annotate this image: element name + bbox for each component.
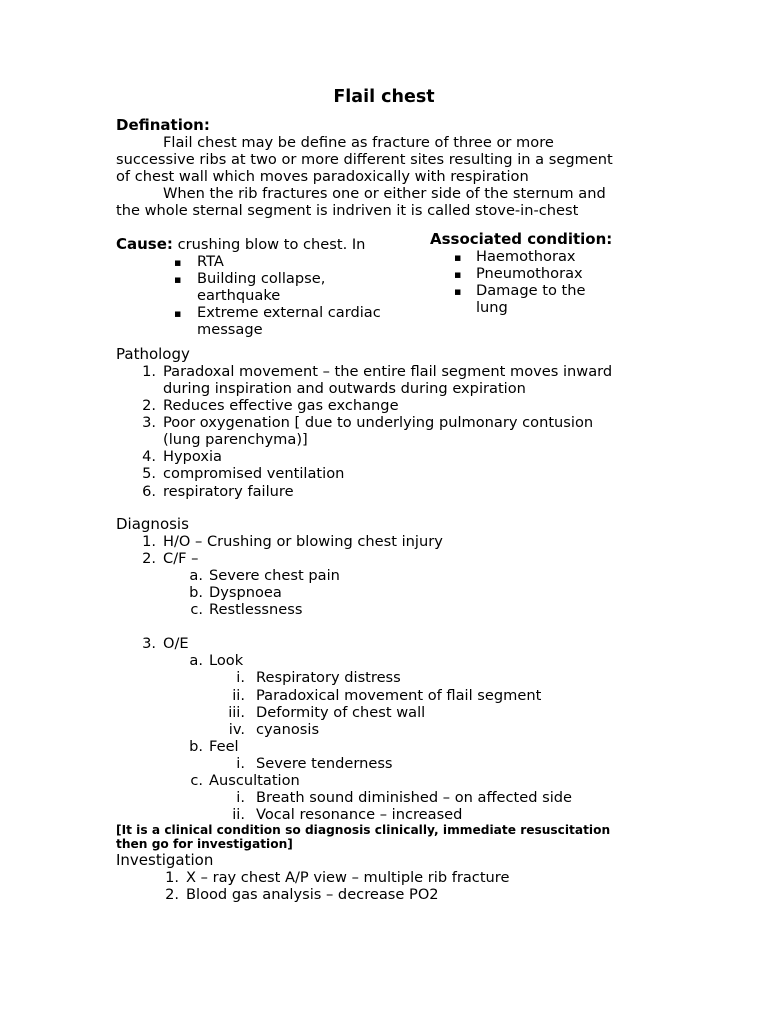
cause-intro: crushing blow to chest. In (177, 236, 366, 253)
list-roman: i. (236, 789, 245, 806)
list-letter: c. (190, 772, 203, 789)
diagnosis-item: H/O – Crushing or blowing chest injury (163, 533, 443, 550)
diagnosis-subsubitem: cyanosis (256, 721, 320, 738)
definition-heading: Defination: (116, 116, 210, 134)
list-number: 2. (165, 886, 179, 903)
cause-heading: Cause: (116, 235, 173, 253)
bullet-icon: ▪ (174, 256, 182, 269)
diagnosis-note: [It is a clinical condition so diagnosis clinically, immediate resuscitation (116, 823, 611, 837)
list-number: 3. (142, 635, 156, 652)
pathology-item: Paradoxal movement – the entire flail segment moves inward (163, 363, 613, 380)
diagnosis-subitem: Restlessness (209, 601, 303, 618)
list-letter: b. (189, 738, 203, 755)
list-letter: c. (190, 601, 203, 618)
pathology-item-cont: (lung parenchyma)] (163, 431, 308, 448)
list-roman: i. (236, 755, 245, 772)
list-letter: b. (189, 584, 203, 601)
associated-heading: Associated condition: (430, 230, 613, 248)
definition-line: Flail chest may be define as fracture of three or more (163, 134, 554, 151)
list-number: 4. (142, 448, 156, 465)
investigation-item: Blood gas analysis – decrease PO2 (186, 886, 439, 903)
list-roman: iv. (228, 721, 245, 738)
diagnosis-note: then go for investigation] (116, 837, 293, 851)
diagnosis-subitem: Feel (209, 738, 239, 755)
pathology-item-cont: during inspiration and outwards during expiration (163, 380, 526, 397)
pathology-item: compromised ventilation (163, 465, 345, 482)
list-number: 2. (142, 550, 156, 567)
list-letter: a. (189, 652, 203, 669)
pathology-heading: Pathology (116, 345, 190, 363)
list-roman: iii. (228, 704, 245, 721)
associated-item: Haemothorax (476, 248, 576, 265)
pathology-item: Reduces effective gas exchange (163, 397, 399, 414)
page-title: Flail chest (333, 87, 435, 107)
pathology-item: respiratory failure (163, 483, 294, 500)
definition-line: successive ribs at two or more different sites resulting in a segment (116, 151, 613, 168)
list-roman: i. (236, 669, 245, 686)
list-number: 6. (142, 483, 156, 500)
associated-item-cont: lung (476, 299, 508, 316)
diagnosis-subsubitem: Severe tenderness (256, 755, 393, 772)
diagnosis-item: C/F – (163, 550, 199, 567)
definition-line: the whole sternal segment is indriven it is called stove-in-chest (116, 202, 579, 219)
cause-item: RTA (197, 253, 224, 270)
list-roman: ii. (232, 687, 245, 704)
diagnosis-subitem: Dyspnoea (209, 584, 282, 601)
cause-item-cont: message (197, 321, 263, 338)
diagnosis-item: O/E (163, 635, 189, 652)
cause-line (116, 236, 365, 253)
associated-item: Pneumothorax (476, 265, 583, 282)
investigation-heading: Investigation (116, 851, 214, 869)
pathology-item: Hypoxia (163, 448, 222, 465)
diagnosis-subitem: Severe chest pain (209, 567, 340, 584)
pathology-item: Poor oxygenation [ due to underlying pulmonary contusion (163, 414, 594, 431)
diagnosis-subsubitem: Respiratory distress (256, 669, 401, 686)
diagnosis-heading: Diagnosis (116, 515, 189, 533)
list-number: 3. (142, 414, 156, 431)
diagnosis-subsubitem: Deformity of chest wall (256, 704, 426, 721)
bullet-icon: ▪ (174, 273, 182, 286)
diagnosis-subsubitem: Breath sound diminished – on affected side (256, 789, 573, 806)
list-number: 1. (142, 533, 156, 550)
associated-item: Damage to the (476, 282, 586, 299)
bullet-icon: ▪ (174, 307, 182, 320)
list-number: 1. (142, 363, 156, 380)
definition-line: When the rib fractures one or either side of the sternum and (163, 185, 606, 202)
cause-item: Building collapse, (197, 270, 326, 287)
diagnosis-subsubitem: Vocal resonance – increased (256, 806, 463, 823)
list-roman: ii. (232, 806, 245, 823)
diagnosis-subsubitem: Paradoxical movement of flail segment (256, 687, 542, 704)
list-number: 5. (142, 465, 156, 482)
cause-item: Extreme external cardiac (197, 304, 381, 321)
diagnosis-subitem: Look (209, 652, 244, 669)
list-letter: a. (189, 567, 203, 584)
bullet-icon: ▪ (454, 285, 462, 298)
diagnosis-subitem: Auscultation (209, 772, 300, 789)
bullet-icon: ▪ (454, 251, 462, 264)
list-number: 2. (142, 397, 156, 414)
bullet-icon: ▪ (454, 268, 462, 281)
definition-line: of chest wall which moves paradoxically with respiration (116, 168, 529, 185)
list-number: 1. (165, 869, 179, 886)
investigation-item: X – ray chest A/P view – multiple rib fracture (186, 869, 510, 886)
cause-item-cont: earthquake (197, 287, 281, 304)
